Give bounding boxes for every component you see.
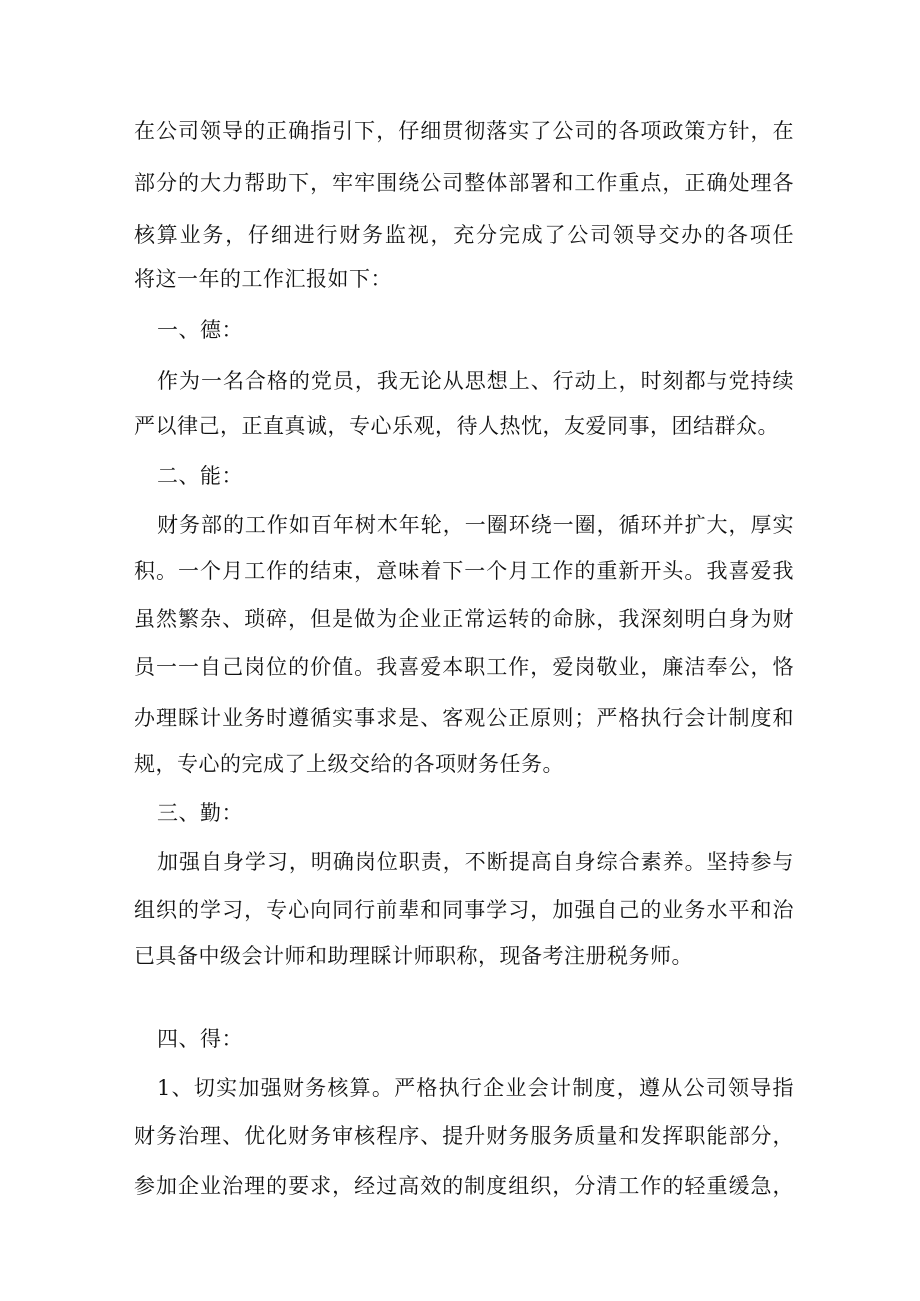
text-line: 核算业务，仔细进行财务监视，充分完成了公司领导交办的各项任 (134, 223, 794, 247)
text-line: 在公司领导的正确指引下，仔细贯彻落实了公司的各项政策方针，在 (134, 119, 794, 143)
text-line: 财务治理、优化财务审核程序、提升财务服务质量和发挥职能部分， (134, 1124, 794, 1148)
text-line: 积。一个月工作的结束，意味着下一个月工作的重新开头。我喜爱我 (134, 559, 794, 583)
text-line: 办理睬计业务时遵循实事求是、客观公正原则；严格执行会计制度和 (134, 706, 794, 730)
text-line: 规，专心的完成了上级交给的各项财务任务。 (134, 752, 564, 776)
section-heading: 一、德： (157, 318, 243, 342)
text-line: 已具备中级会计师和助理睬计师职称，现备考注册税务师。 (134, 944, 693, 968)
text-line: 将这一年的工作汇报如下： (134, 267, 392, 291)
text-line: 作为一名合格的党员，我无论从思想上、行动上，时刻都与党持续 (157, 369, 794, 393)
text-line: 参加企业治理的要求，经过高效的制度组织，分清工作的轻重缓急， (134, 1174, 794, 1198)
text-line: 组织的学习，专心向同行前辈和同事学习，加强自己的业务水平和治 (134, 898, 794, 922)
text-line: 1、切实加强财务核算。严格执行企业会计制度，遵从公司领导指 (157, 1076, 794, 1100)
text-line: 员一一自己岗位的价值。我喜爱本职工作，爱岗敬业，廉洁奉公，恪 (134, 655, 794, 679)
text-line: 财务部的工作如百年树木年轮，一圈环绕一圈，循环并扩大，厚实 (157, 513, 794, 537)
section-heading: 四、得： (157, 1027, 243, 1051)
section-heading: 二、能： (157, 464, 243, 488)
section-heading: 三、勤： (157, 801, 243, 825)
text-line: 严以律己，正直真诚，专心乐观，待人热忱，友爱同事，团结群众。 (134, 414, 779, 438)
text-line: 加强自身学习，明确岗位职责，不断提高自身综合素养。坚持参与 (157, 850, 794, 874)
text-line: 虽然繁杂、琐碎，但是做为企业正常运转的命脉，我深刻明白身为财 (134, 607, 794, 631)
text-line: 部分的大力帮助下，牢牢围绕公司整体部署和工作重点，正确处理各 (134, 171, 794, 195)
